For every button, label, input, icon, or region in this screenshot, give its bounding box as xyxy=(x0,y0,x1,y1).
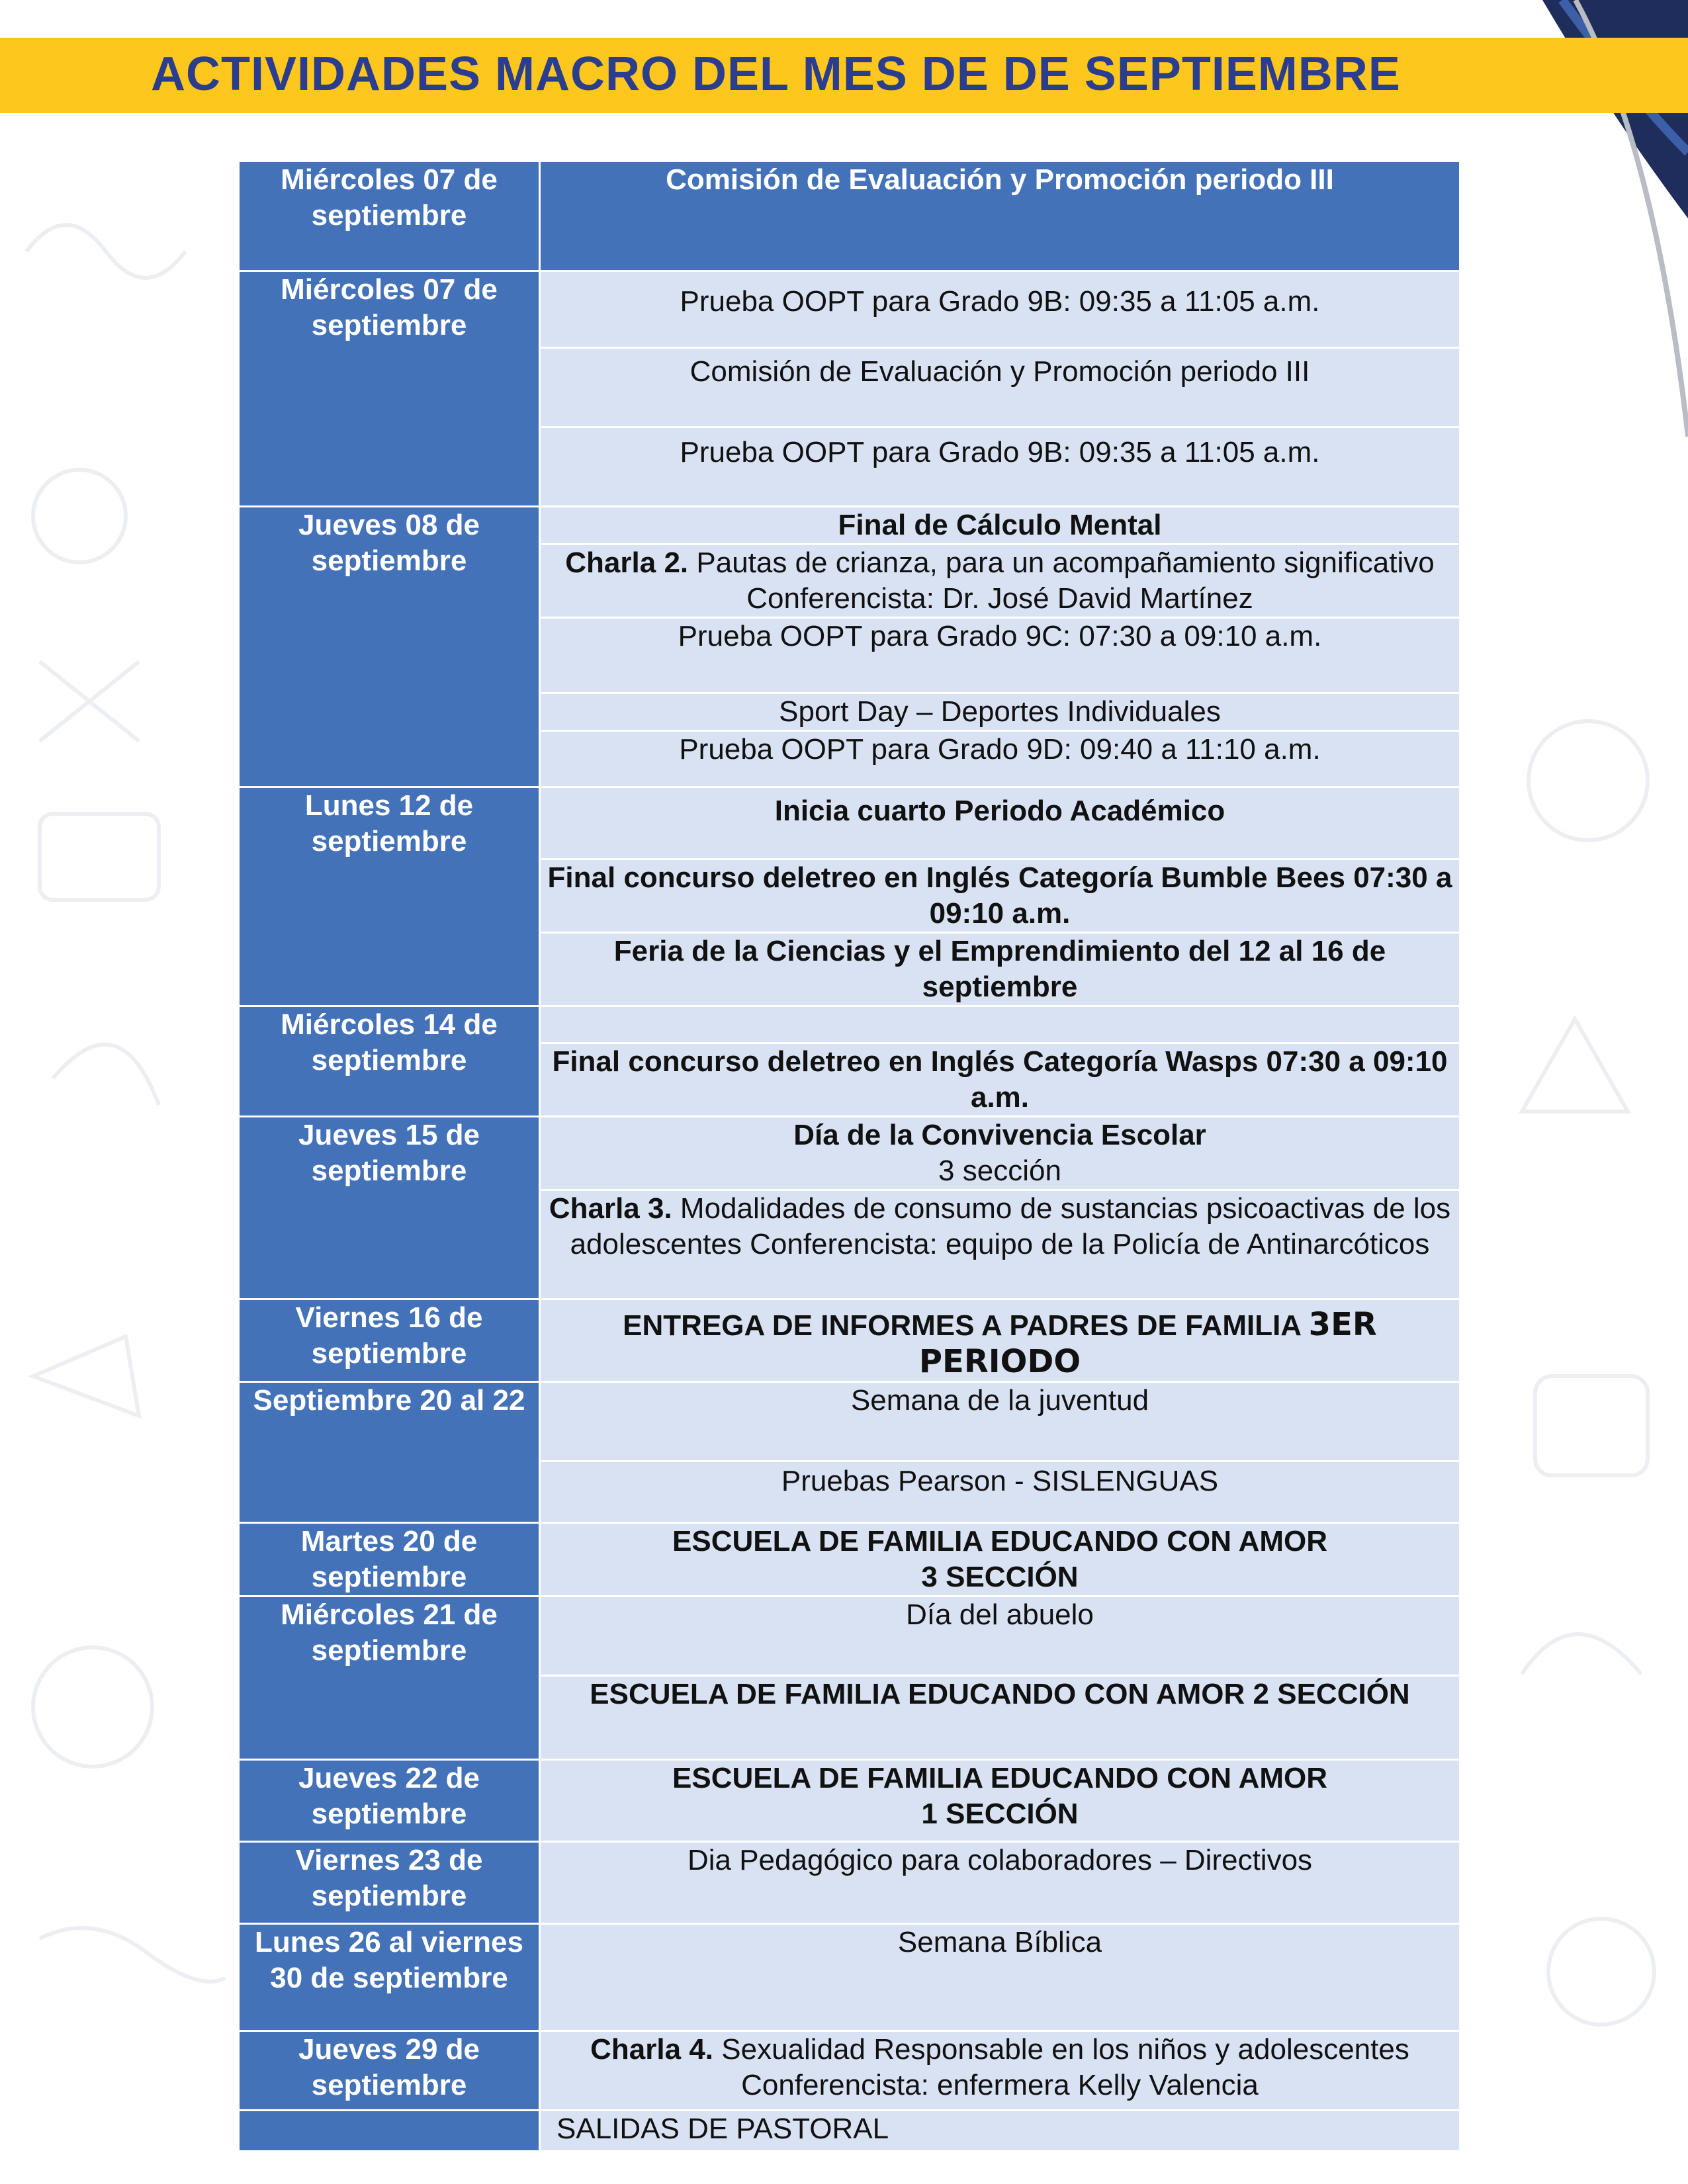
table-row xyxy=(239,161,1460,271)
activity-subtitle: 3 sección xyxy=(938,1155,1061,1187)
activity-cell: Prueba OOPT para Grado 9D: 09:40 a 11:10 a.m. xyxy=(540,731,1460,787)
table-row xyxy=(239,787,1460,859)
activity-cell xyxy=(540,1190,1460,1299)
table-row xyxy=(239,2031,1460,2111)
activity-cell: Semana de la juventud xyxy=(540,1382,1460,1462)
activity-cell: Pruebas Pearson - SISLENGUAS xyxy=(540,1462,1460,1523)
activity-cell xyxy=(540,545,1460,618)
title-banner xyxy=(0,38,1688,113)
activity-cell: ESCUELA DE FAMILIA EDUCANDO CON AMOR 2 SECCIÓN xyxy=(540,1676,1460,1760)
date-cell xyxy=(239,2111,540,2152)
activity-cell xyxy=(540,2031,1460,2111)
charla-label: Charla 2. xyxy=(565,546,689,579)
table-row xyxy=(239,1382,1460,1462)
activity-cell: Prueba OOPT para Grado 9B: 09:35 a 11:05 a.m. xyxy=(540,271,1460,348)
date-cell: Viernes 16 de septiembre xyxy=(239,1299,540,1382)
activity-title: ESCUELA DE FAMILIA EDUCANDO CON AMOR xyxy=(672,1525,1327,1557)
table-row xyxy=(239,1117,1460,1190)
date-cell: Lunes 26 al viernes 30 de septiembre xyxy=(239,1924,540,2031)
table-row xyxy=(239,1924,1460,2031)
date-cell: Lunes 12 de septiembre xyxy=(239,787,540,1006)
charla-label: Charla 3. xyxy=(549,1192,672,1225)
charla-text: Modalidades de consumo de sustancias psicoactivas de los adolescentes Conferencista: equipo de la Policía de Antinarcóticos xyxy=(570,1192,1451,1260)
date-cell: Miércoles 07 de septiembre xyxy=(239,161,540,271)
activity-cell: Final concurso deletreo en Inglés Categoría Bumble Bees 07:30 a 09:10 a.m. xyxy=(540,859,1460,933)
activity-cell: Dia Pedagógico para colaboradores – Directivos xyxy=(540,1842,1460,1924)
activity-cell xyxy=(540,1523,1460,1596)
table-row xyxy=(239,1842,1460,1924)
date-cell: Miércoles 14 de septiembre xyxy=(239,1006,540,1117)
activity-subtitle: 1 SECCIÓN xyxy=(921,1798,1079,1830)
activity-cell: Feria de la Ciencias y el Emprendimiento del 12 al 16 de septiembre xyxy=(540,933,1460,1006)
table-row xyxy=(239,1760,1460,1842)
activity-period: 3ER PERIODO xyxy=(918,1306,1377,1380)
charla-text: Sexualidad Responsable en los niños y adolescentes Conferencista: enfermera Kelly Valencia xyxy=(713,2033,1409,2101)
date-cell: Jueves 08 de septiembre xyxy=(239,507,540,787)
date-cell: Jueves 29 de septiembre xyxy=(239,2031,540,2111)
activity-cell: Día del abuelo xyxy=(540,1596,1460,1676)
activity-cell xyxy=(540,1006,1460,1043)
page-title: ACTIVIDADES MACRO DEL MES DE DE SEPTIEMBRE xyxy=(151,48,1401,101)
activity-title: ESCUELA DE FAMILIA EDUCANDO CON AMOR xyxy=(672,1762,1327,1794)
table-row xyxy=(239,271,1460,348)
table-row xyxy=(239,507,1460,545)
table-row xyxy=(239,1596,1460,1676)
activity-cell: Comisión de Evaluación y Promoción periodo III xyxy=(540,161,1460,271)
activity-title: Día de la Convivencia Escolar xyxy=(793,1119,1206,1151)
activity-cell: Prueba OOPT para Grado 9B: 09:35 a 11:05 a.m. xyxy=(540,427,1460,507)
table-row xyxy=(239,2111,1460,2152)
activity-cell: Prueba OOPT para Grado 9C: 07:30 a 09:10 a.m. xyxy=(540,618,1460,693)
table-row xyxy=(239,1299,1460,1382)
activity-cell: Sport Day – Deportes Individuales xyxy=(540,693,1460,731)
charla-text: Pautas de crianza, para un acompañamiento significativo Conferencista: Dr. José David Martínez xyxy=(688,546,1435,615)
activity-cell: Inicia cuarto Periodo Académico xyxy=(540,787,1460,859)
activity-cell: SALIDAS DE PASTORAL xyxy=(540,2111,1460,2152)
date-cell: Miércoles 21 de septiembre xyxy=(239,1596,540,1760)
date-cell: Septiembre 20 al 22 xyxy=(239,1382,540,1523)
date-cell: Martes 20 de septiembre xyxy=(239,1523,540,1596)
table-row xyxy=(239,1523,1460,1596)
table-row xyxy=(239,1006,1460,1043)
activity-text: ENTREGA DE INFORMES A PADRES DE FAMILIA xyxy=(623,1309,1309,1342)
activity-cell: Final concurso deletreo en Inglés Categoría Wasps 07:30 a 09:10 a.m. xyxy=(540,1043,1460,1117)
activity-cell: Semana Bíblica xyxy=(540,1924,1460,2031)
activity-cell xyxy=(540,1299,1460,1382)
date-cell: Jueves 15 de septiembre xyxy=(239,1117,540,1299)
charla-label: Charla 4. xyxy=(590,2033,714,2066)
date-cell: Viernes 23 de septiembre xyxy=(239,1842,540,1924)
activity-subtitle: 3 SECCIÓN xyxy=(921,1561,1079,1593)
activity-cell: Final de Cálculo Mental xyxy=(540,507,1460,545)
activity-cell xyxy=(540,1117,1460,1190)
date-cell: Miércoles 07 de septiembre xyxy=(239,271,540,507)
activity-cell: Comisión de Evaluación y Promoción periodo III xyxy=(540,348,1460,427)
activities-table xyxy=(238,160,1461,2152)
activity-cell xyxy=(540,1760,1460,1842)
date-cell: Jueves 22 de septiembre xyxy=(239,1760,540,1842)
